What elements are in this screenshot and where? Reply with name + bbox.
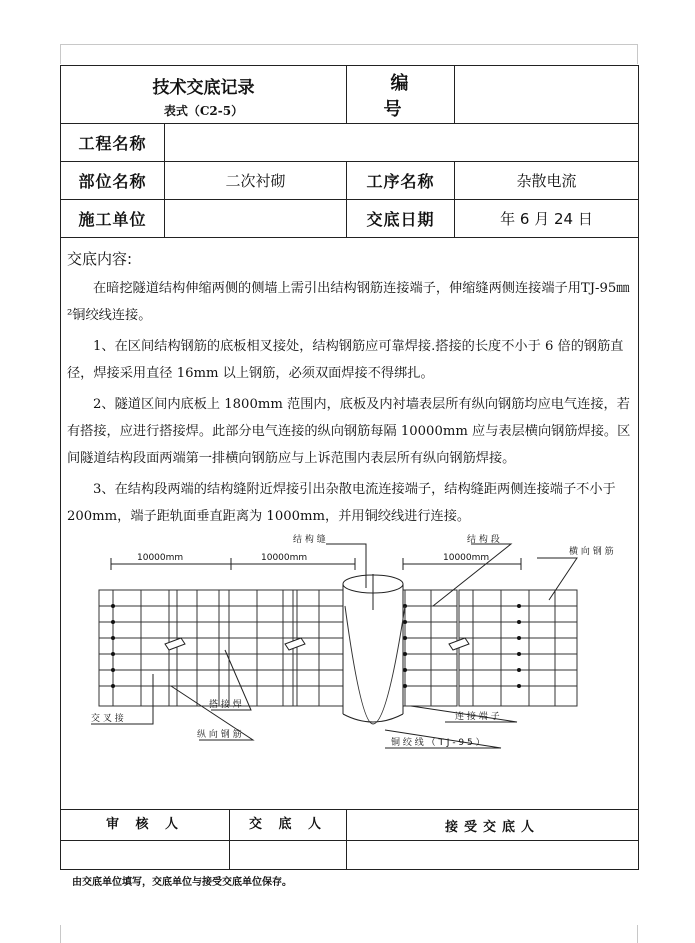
construction-unit-value[interactable] [165, 200, 347, 238]
label-lap-weld: 搭 接 焊 [209, 700, 242, 710]
rebar-connection-diagram [61, 534, 637, 762]
leader-lines [91, 544, 577, 748]
content-paragraph-1: 1、在区间结构钢筋的底板相叉接处，结构钢筋应可靠焊接.搭接的长度不小于 6 倍的钢筋直径，焊接采用直径 16mm 以上钢筋，必须双面焊接不得绑扎。 [67, 339, 624, 381]
briefing-date-value[interactable]: 年 6 月 24 日 [455, 200, 639, 238]
location-name-label: 部位名称 [61, 162, 165, 200]
signature-reviewer-cell [61, 810, 347, 841]
receiver-signature-field[interactable] [347, 841, 639, 870]
technical-briefing-form [60, 65, 639, 870]
form-title: 技术交底记录 [152, 77, 255, 98]
label-cross-joint: 交 叉 接 [91, 714, 124, 724]
dimension-label-2: 10000mm [261, 553, 308, 563]
content-paragraph-2: 2、隧道区间内底板上 1800mm 范围内，底板及内衬墙表层所有纵向钢筋均应电气连接，若有搭接，应进行搭接焊。此部分电气连接的纵向钢筋每隔 10000mm 应与表层横向钢筋焊接。区间隧道结构段面两端第一排横向钢筋应与上诉范围内表层所有纵向钢筋焊接。 [67, 397, 631, 466]
project-name-value[interactable] [165, 124, 639, 162]
signature-values-left [61, 841, 347, 870]
reviewer-label: 审 核 人 [105, 817, 185, 832]
briefing-date-label: 交底日期 [347, 200, 455, 238]
receiver-label: 接受交底人 [347, 810, 639, 841]
page-bottom-mark-right [637, 925, 638, 943]
content-cell [61, 238, 639, 810]
lap-weld-marks [165, 638, 469, 650]
label-transverse-rebar: 横 向 钢 筋 [569, 547, 614, 557]
presenter-label: 交 底 人 [229, 810, 346, 840]
presenter-signature-field[interactable] [229, 841, 346, 869]
label-copper-strand: 铜 绞 线 （ T J - 9 5 ） [391, 738, 485, 748]
reviewer-signature-field[interactable] [61, 841, 229, 869]
label-structure-joint: 结 构 缝 [293, 535, 326, 545]
process-name-value[interactable]: 杂散电流 [455, 162, 639, 200]
project-name-label: 工程名称 [61, 124, 165, 162]
page-bottom-mark-left [60, 925, 61, 943]
content-label: 交底内容: [67, 250, 133, 268]
number-label: 编 号 [383, 72, 459, 120]
label-connection-terminal: 连 接 端 子 [455, 712, 500, 722]
location-name-value[interactable]: 二次衬砌 [165, 162, 347, 200]
process-name-label: 工序名称 [347, 162, 455, 200]
form-title-cell [61, 66, 347, 124]
content-paragraph-intro: 在暗挖隧道结构伸缩两侧的侧墙上需引出结构钢筋连接端子，伸缩缝两侧连接端子用TJ-95㎜²铜绞线连接。 [67, 281, 630, 323]
dimension-label-1: 10000mm [137, 553, 184, 563]
construction-unit-label: 施工单位 [61, 200, 165, 238]
content-paragraph-3: 3、在结构段两端的结构缝附近焊接引出杂散电流连接端子，结构缝距两侧连接端子不小于 200mm，端子距轨面垂直距离为 1000mm，并用铜绞线进行连接。 [67, 482, 616, 524]
page-corner-mark-right [637, 44, 638, 64]
footer-note: 由交底单位填写，交底单位与接受交底单位保存。 [72, 877, 292, 888]
page-top-rule [60, 44, 638, 45]
number-label-cell [347, 66, 459, 124]
form-subtitle: 表式（C2-5） [163, 103, 244, 118]
dimension-label-3: 10000mm [443, 553, 490, 563]
page-corner-mark-left [60, 44, 61, 64]
label-structure-segment: 结 构 段 [467, 535, 500, 545]
number-value[interactable] [455, 66, 639, 124]
label-longitudinal-rebar: 纵 向 钢 筋 [197, 730, 242, 740]
structure-joint-shape [343, 574, 403, 722]
